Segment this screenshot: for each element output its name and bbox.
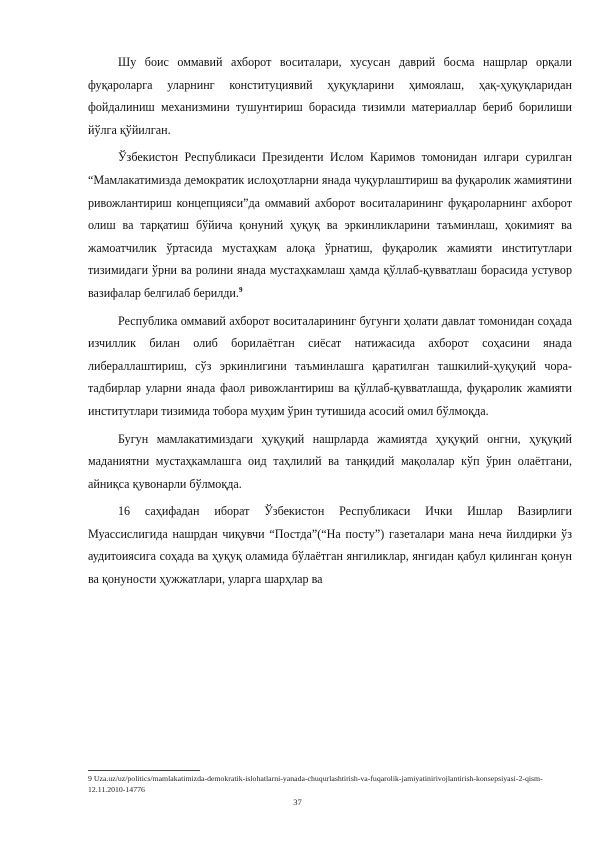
paragraph-5	[88, 500, 572, 590]
page-number: 37	[293, 797, 302, 807]
paragraph-1-text: Шу боис оммавий ахборот воситалари, хусусан даврий босма нашрлар орқали фуқароларга уларнинг конституциявий ҳуқуқларини ҳимоялаш, ҳақ-ҳуқуқларидан фойдалиниш механизмини тушунтириш борасида тизимли материаллар бериб борилиши йўлга қўйилган.	[88, 55, 572, 137]
paragraph-4-text: Бугун мамлакатимиздаги ҳуқуқий нашрларда жамиятда ҳуқуқий онгни, ҳуқуқий маданиятни мустаҳкамлашга оид таҳлилий ва танқидий мақолалар кўп ўрин олаётгани, айниқса қувонарли бўлмоқда.	[88, 431, 572, 491]
footnote-reference[interactable]: 9	[238, 285, 243, 294]
body-text	[88, 51, 572, 596]
paragraph-4	[88, 428, 572, 496]
footnote-number: 9	[88, 774, 92, 783]
footnote-divider	[88, 770, 200, 771]
paragraph-1	[88, 51, 572, 141]
paragraph-3-text: Республика оммавий ахборот воситаларининг бугунги ҳолати давлат томонидан соҳада изчиллик билан олиб борилаётган сиёсат натижасида ахборот соҳасини янада либераллаштириш, сўз эркинлигини таъминлашга қаратилган ташкилий-ҳуқуқий чора-тадбирлар уларни янада фаол ривожлантириш ва қўллаб-қувватлашда, фуқаролик жамияти институтлари тизимида тобора муҳим ўрин тутишида асосий омил бўлмоқда.	[88, 313, 572, 418]
paragraph-2-text: Ўзбекистон Республикаси Президенти Ислом Каримов томонидан илгари сурилган “Мамлакатимизда демократик ислоҳотларни янада чуқурлаштириш ва фуқаролик жамиятини ривожлантириш концепцияси”да оммавий ахборот воситаларининг фуқароларнинг ахборот олиш ва тарқатиш бўйича қонуний ҳуқуқ ва эркинликларини таъминлаш, ҳокимият ва жамоатчилик ўртасида мустаҳкам алоқа ўрнатиш, фуқаролик жамияти институтлари тизимидаги ўрни ва ролини янада мустаҳкамлаш ҳамда қўллаб-қувватлаш борасида устувор вазифалар белгилаб берилди.	[88, 150, 572, 300]
footnote	[88, 773, 558, 796]
paragraph-3	[88, 310, 572, 423]
footnote-text[interactable]: Uza.uz/uz/politics/mamlakatimizda-demokratik-islohatlarni-yanada-chuqurlashtirish-va-fuqarolik-jamiyatinirivojlantirish-konsepsiyasi-2-qism-12.11.2010-14776	[88, 774, 543, 795]
paragraph-5-text: 16 саҳифадан иборат Ўзбекистон Республикаси Ички Ишлар Вазирлиги Муассислигида нашрдан чиқувчи “Постда”(“На посту”) газеталари мана неча йилдирки ўз аудитоиясига соҳада ва ҳуқуқ оламида бўлаётган янгиликлар, янгидан қабул қилинган қонун ва қонуности ҳужжатлари, уларга шарҳлар ва	[88, 504, 572, 587]
paragraph-2	[88, 146, 572, 304]
